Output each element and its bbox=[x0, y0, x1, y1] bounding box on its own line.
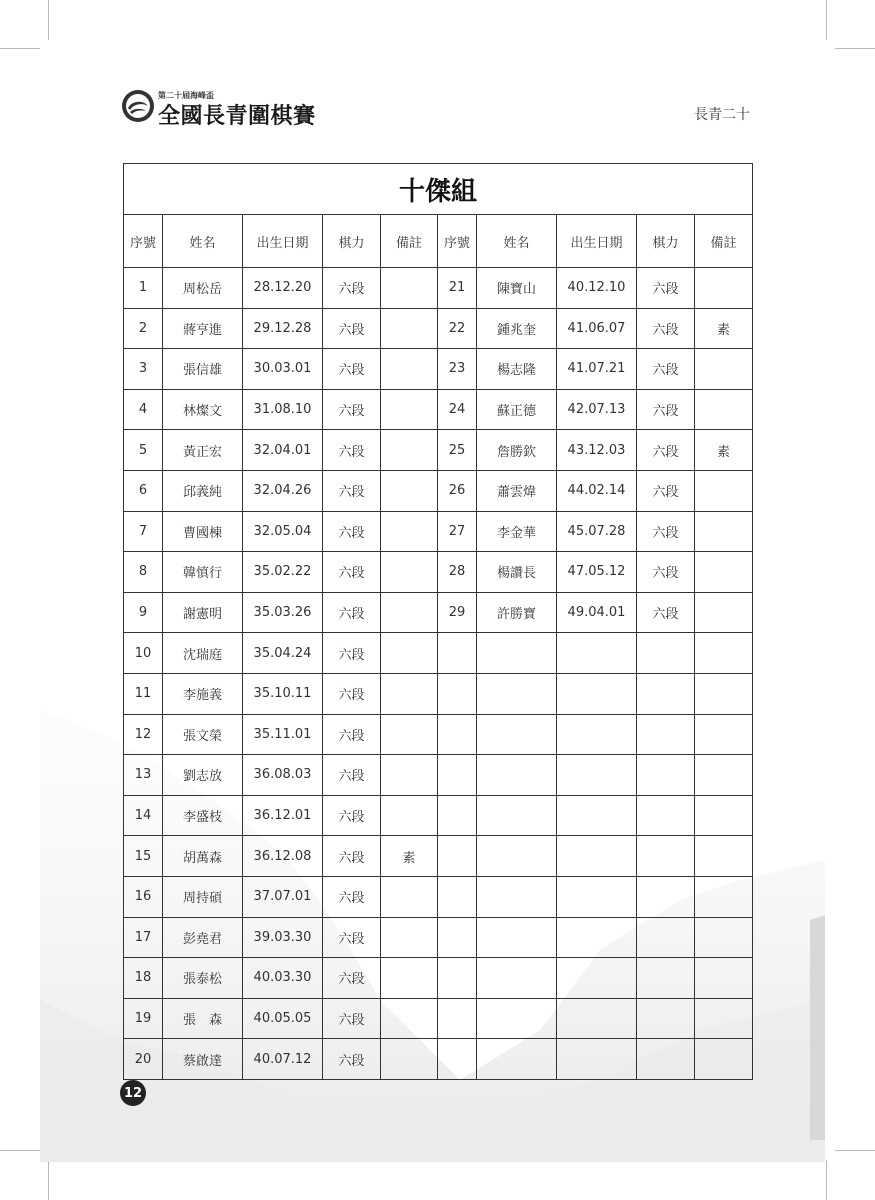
cell-rank-2 bbox=[637, 836, 695, 877]
cell-rank: 六段 bbox=[323, 1039, 381, 1080]
cell-note bbox=[381, 430, 438, 471]
cell-birth-2: 41.06.07 bbox=[557, 308, 637, 349]
cell-birth-2 bbox=[557, 876, 637, 917]
cell-name-2 bbox=[477, 998, 557, 1039]
cell-birth-2 bbox=[557, 795, 637, 836]
cell-note-2: 素 bbox=[695, 430, 753, 471]
table-row bbox=[124, 592, 753, 633]
cell-note-2 bbox=[695, 836, 753, 877]
cell-birth: 35.02.22 bbox=[243, 552, 323, 593]
cell-name: 張泰松 bbox=[163, 958, 243, 999]
cell-name: 黃正宏 bbox=[163, 430, 243, 471]
cell-no-2: 26 bbox=[438, 470, 477, 511]
cell-note-2 bbox=[695, 958, 753, 999]
table-row bbox=[124, 836, 753, 877]
cell-rank-2 bbox=[637, 1039, 695, 1080]
cell-name-2 bbox=[477, 917, 557, 958]
cell-name: 彭堯君 bbox=[163, 917, 243, 958]
cell-no-2: 22 bbox=[438, 308, 477, 349]
cell-birth-2 bbox=[557, 917, 637, 958]
tournament-logo-icon bbox=[120, 88, 156, 124]
cell-rank: 六段 bbox=[323, 430, 381, 471]
table-row bbox=[124, 633, 753, 674]
table-row bbox=[124, 552, 753, 593]
cell-birth: 35.04.24 bbox=[243, 633, 323, 674]
roster-table bbox=[123, 163, 753, 1080]
table-row bbox=[124, 917, 753, 958]
cell-no: 2 bbox=[124, 308, 163, 349]
roster-body bbox=[124, 164, 753, 1080]
table-row bbox=[124, 389, 753, 430]
cell-name-2: 陳寶山 bbox=[477, 268, 557, 309]
table-row bbox=[124, 430, 753, 471]
cell-note-2 bbox=[695, 1039, 753, 1080]
cell-rank-2 bbox=[637, 958, 695, 999]
cell-name-2 bbox=[477, 673, 557, 714]
cell-name-2 bbox=[477, 876, 557, 917]
cell-no-2 bbox=[438, 673, 477, 714]
cell-rank-2 bbox=[637, 917, 695, 958]
cell-rank-2 bbox=[637, 876, 695, 917]
cell-birth: 39.03.30 bbox=[243, 917, 323, 958]
col-header-name: 姓名 bbox=[163, 215, 243, 268]
cell-rank: 六段 bbox=[323, 511, 381, 552]
cell-no: 1 bbox=[124, 268, 163, 309]
cell-rank: 六段 bbox=[323, 349, 381, 390]
table-title: 十傑組 bbox=[124, 164, 753, 215]
cell-rank-2 bbox=[637, 795, 695, 836]
cell-rank: 六段 bbox=[323, 389, 381, 430]
cell-birth: 30.03.01 bbox=[243, 349, 323, 390]
cell-birth-2 bbox=[557, 755, 637, 796]
cell-birth-2: 49.04.01 bbox=[557, 592, 637, 633]
cell-birth: 40.07.12 bbox=[243, 1039, 323, 1080]
cell-name: 張文榮 bbox=[163, 714, 243, 755]
cell-no: 8 bbox=[124, 552, 163, 593]
cell-name-2: 蘇正德 bbox=[477, 389, 557, 430]
table-title-row bbox=[124, 164, 753, 215]
cell-rank-2: 六段 bbox=[637, 268, 695, 309]
cell-birth-2 bbox=[557, 998, 637, 1039]
cell-no: 16 bbox=[124, 876, 163, 917]
cell-no: 12 bbox=[124, 714, 163, 755]
cell-no-2: 29 bbox=[438, 592, 477, 633]
cell-rank: 六段 bbox=[323, 917, 381, 958]
cell-rank: 六段 bbox=[323, 714, 381, 755]
cell-rank: 六段 bbox=[323, 673, 381, 714]
cell-name: 沈瑞庭 bbox=[163, 633, 243, 674]
table-row bbox=[124, 268, 753, 309]
cell-name: 張 森 bbox=[163, 998, 243, 1039]
cell-birth-2 bbox=[557, 673, 637, 714]
table-header-row bbox=[124, 215, 753, 268]
cell-no-2 bbox=[438, 755, 477, 796]
cell-rank: 六段 bbox=[323, 268, 381, 309]
cell-birth-2 bbox=[557, 1039, 637, 1080]
cell-rank: 六段 bbox=[323, 308, 381, 349]
cell-birth: 37.07.01 bbox=[243, 876, 323, 917]
cell-note bbox=[381, 511, 438, 552]
cell-note-2 bbox=[695, 592, 753, 633]
cell-birth: 36.12.08 bbox=[243, 836, 323, 877]
cell-note-2 bbox=[695, 998, 753, 1039]
cell-rank: 六段 bbox=[323, 552, 381, 593]
cell-no-2 bbox=[438, 958, 477, 999]
cell-birth-2: 43.12.03 bbox=[557, 430, 637, 471]
cell-birth: 40.05.05 bbox=[243, 998, 323, 1039]
cell-birth-2 bbox=[557, 714, 637, 755]
cell-note-2 bbox=[695, 552, 753, 593]
cell-no: 18 bbox=[124, 958, 163, 999]
cell-birth: 28.12.20 bbox=[243, 268, 323, 309]
cell-birth: 31.08.10 bbox=[243, 389, 323, 430]
cell-no-2 bbox=[438, 795, 477, 836]
cell-birth-2: 47.05.12 bbox=[557, 552, 637, 593]
cell-note-2 bbox=[695, 470, 753, 511]
cell-no: 19 bbox=[124, 998, 163, 1039]
cell-rank: 六段 bbox=[323, 836, 381, 877]
cell-birth-2: 44.02.14 bbox=[557, 470, 637, 511]
cell-name: 李施義 bbox=[163, 673, 243, 714]
cell-note-2 bbox=[695, 714, 753, 755]
col-header-note-2: 備註 bbox=[695, 215, 753, 268]
cell-name: 蔣亨進 bbox=[163, 308, 243, 349]
cell-note-2 bbox=[695, 673, 753, 714]
col-header-rank: 棋力 bbox=[323, 215, 381, 268]
table-row bbox=[124, 673, 753, 714]
cell-rank-2: 六段 bbox=[637, 552, 695, 593]
col-header-no-2: 序號 bbox=[438, 215, 477, 268]
table-row bbox=[124, 511, 753, 552]
cell-birth-2 bbox=[557, 836, 637, 877]
table-row bbox=[124, 349, 753, 390]
cell-birth: 29.12.28 bbox=[243, 308, 323, 349]
col-header-no: 序號 bbox=[124, 215, 163, 268]
cell-birth-2 bbox=[557, 633, 637, 674]
section-label: 長青二十 bbox=[694, 107, 750, 123]
cell-rank-2 bbox=[637, 714, 695, 755]
cell-rank: 六段 bbox=[323, 998, 381, 1039]
cell-name-2 bbox=[477, 795, 557, 836]
cell-name: 劉志放 bbox=[163, 755, 243, 796]
crop-mark-top-right-h bbox=[835, 48, 875, 49]
table-row bbox=[124, 876, 753, 917]
col-header-rank-2: 棋力 bbox=[637, 215, 695, 268]
cell-name-2: 蕭雲煒 bbox=[477, 470, 557, 511]
col-header-birth: 出生日期 bbox=[243, 215, 323, 268]
cell-no: 15 bbox=[124, 836, 163, 877]
cell-note bbox=[381, 1039, 438, 1080]
cell-name: 胡萬森 bbox=[163, 836, 243, 877]
cell-name-2: 楊讚長 bbox=[477, 552, 557, 593]
cell-name-2: 許勝寶 bbox=[477, 592, 557, 633]
cell-birth: 32.05.04 bbox=[243, 511, 323, 552]
cell-rank-2: 六段 bbox=[637, 430, 695, 471]
cell-note-2 bbox=[695, 755, 753, 796]
cell-birth: 35.03.26 bbox=[243, 592, 323, 633]
col-header-note: 備註 bbox=[381, 215, 438, 268]
cell-rank-2: 六段 bbox=[637, 349, 695, 390]
cell-rank: 六段 bbox=[323, 958, 381, 999]
cell-no-2: 27 bbox=[438, 511, 477, 552]
cell-birth: 35.11.01 bbox=[243, 714, 323, 755]
cell-no-2 bbox=[438, 876, 477, 917]
cell-birth: 36.12.01 bbox=[243, 795, 323, 836]
cell-note bbox=[381, 470, 438, 511]
cell-birth: 40.03.30 bbox=[243, 958, 323, 999]
table-row bbox=[124, 795, 753, 836]
cell-name: 張信雄 bbox=[163, 349, 243, 390]
cell-name-2 bbox=[477, 958, 557, 999]
cell-no-2 bbox=[438, 998, 477, 1039]
cell-no-2: 28 bbox=[438, 552, 477, 593]
cell-no: 6 bbox=[124, 470, 163, 511]
cell-rank-2: 六段 bbox=[637, 592, 695, 633]
table-row bbox=[124, 1039, 753, 1080]
table-row bbox=[124, 755, 753, 796]
cell-no-2: 24 bbox=[438, 389, 477, 430]
cell-rank: 六段 bbox=[323, 633, 381, 674]
cell-note bbox=[381, 917, 438, 958]
cell-no: 17 bbox=[124, 917, 163, 958]
cell-name-2: 詹勝欽 bbox=[477, 430, 557, 471]
cell-name-2 bbox=[477, 836, 557, 877]
cell-no-2: 25 bbox=[438, 430, 477, 471]
cell-note bbox=[381, 714, 438, 755]
cell-birth-2: 45.07.28 bbox=[557, 511, 637, 552]
cell-name: 林燦文 bbox=[163, 389, 243, 430]
table-row bbox=[124, 714, 753, 755]
cell-note bbox=[381, 592, 438, 633]
cell-note bbox=[381, 389, 438, 430]
cell-no-2 bbox=[438, 1039, 477, 1080]
cell-note-2: 素 bbox=[695, 308, 753, 349]
cell-rank-2 bbox=[637, 755, 695, 796]
cell-birth-2 bbox=[557, 958, 637, 999]
cell-note-2 bbox=[695, 633, 753, 674]
cell-note bbox=[381, 876, 438, 917]
cell-no: 13 bbox=[124, 755, 163, 796]
crop-mark-bottom-right-v bbox=[826, 1160, 827, 1200]
cell-note-2 bbox=[695, 917, 753, 958]
cell-rank-2 bbox=[637, 673, 695, 714]
cell-note-2 bbox=[695, 876, 753, 917]
cell-note bbox=[381, 349, 438, 390]
cell-no-2 bbox=[438, 836, 477, 877]
cell-note bbox=[381, 673, 438, 714]
cell-note bbox=[381, 552, 438, 593]
cell-name-2: 楊志隆 bbox=[477, 349, 557, 390]
cell-no: 7 bbox=[124, 511, 163, 552]
cell-birth: 36.08.03 bbox=[243, 755, 323, 796]
crop-mark-top-left-h bbox=[0, 48, 40, 49]
cell-birth-2: 42.07.13 bbox=[557, 389, 637, 430]
cell-name-2 bbox=[477, 714, 557, 755]
cell-no-2 bbox=[438, 714, 477, 755]
cell-name: 邱義純 bbox=[163, 470, 243, 511]
cell-name: 謝憲明 bbox=[163, 592, 243, 633]
cell-no: 20 bbox=[124, 1039, 163, 1080]
tournament-title: 全國長青圍棋賽 bbox=[158, 104, 316, 129]
cell-name: 周持碩 bbox=[163, 876, 243, 917]
cell-rank-2: 六段 bbox=[637, 511, 695, 552]
cell-note bbox=[381, 268, 438, 309]
crop-mark-top-left-v bbox=[48, 0, 49, 40]
cell-note-2 bbox=[695, 389, 753, 430]
cell-no: 14 bbox=[124, 795, 163, 836]
cell-rank-2 bbox=[637, 998, 695, 1039]
cell-no: 5 bbox=[124, 430, 163, 471]
cell-rank: 六段 bbox=[323, 470, 381, 511]
cell-note-2 bbox=[695, 511, 753, 552]
cell-note-2 bbox=[695, 349, 753, 390]
cell-birth: 32.04.26 bbox=[243, 470, 323, 511]
cell-no: 3 bbox=[124, 349, 163, 390]
cell-rank-2: 六段 bbox=[637, 470, 695, 511]
cell-name-2: 鍾兆奎 bbox=[477, 308, 557, 349]
cell-birth: 32.04.01 bbox=[243, 430, 323, 471]
table-row bbox=[124, 470, 753, 511]
cell-note-2 bbox=[695, 795, 753, 836]
cell-name-2: 李金華 bbox=[477, 511, 557, 552]
table-row bbox=[124, 958, 753, 999]
cell-no-2: 23 bbox=[438, 349, 477, 390]
page-number-badge: 12 bbox=[120, 1080, 146, 1106]
cell-name-2 bbox=[477, 633, 557, 674]
cell-rank: 六段 bbox=[323, 876, 381, 917]
cell-no-2 bbox=[438, 917, 477, 958]
cell-no: 9 bbox=[124, 592, 163, 633]
cell-rank: 六段 bbox=[323, 592, 381, 633]
cell-note bbox=[381, 633, 438, 674]
cell-no: 11 bbox=[124, 673, 163, 714]
crop-mark-top-right-v bbox=[826, 0, 827, 40]
col-header-name-2: 姓名 bbox=[477, 215, 557, 268]
cell-name: 蔡啟達 bbox=[163, 1039, 243, 1080]
cell-no-2 bbox=[438, 633, 477, 674]
cell-name-2 bbox=[477, 755, 557, 796]
col-header-birth-2: 出生日期 bbox=[557, 215, 637, 268]
cell-note bbox=[381, 998, 438, 1039]
cell-name: 韓慎行 bbox=[163, 552, 243, 593]
cell-name: 曹國棟 bbox=[163, 511, 243, 552]
cell-note: 素 bbox=[381, 836, 438, 877]
table-row bbox=[124, 998, 753, 1039]
cell-name-2 bbox=[477, 1039, 557, 1080]
cell-birth-2: 40.12.10 bbox=[557, 268, 637, 309]
table-row bbox=[124, 308, 753, 349]
cell-rank-2 bbox=[637, 633, 695, 674]
cell-no: 10 bbox=[124, 633, 163, 674]
tournament-edition: 第二十屆海峰盃 bbox=[158, 91, 214, 100]
cell-no: 4 bbox=[124, 389, 163, 430]
cell-birth: 35.10.11 bbox=[243, 673, 323, 714]
cell-note bbox=[381, 795, 438, 836]
cell-note bbox=[381, 308, 438, 349]
cell-birth-2: 41.07.21 bbox=[557, 349, 637, 390]
cell-rank-2: 六段 bbox=[637, 308, 695, 349]
cell-note-2 bbox=[695, 268, 753, 309]
cell-no-2: 21 bbox=[438, 268, 477, 309]
crop-mark-bottom-right-h bbox=[835, 1150, 875, 1151]
cell-name: 周松岳 bbox=[163, 268, 243, 309]
cell-note bbox=[381, 755, 438, 796]
cell-rank-2: 六段 bbox=[637, 389, 695, 430]
crop-mark-bottom-left-v bbox=[48, 1160, 49, 1200]
cell-rank: 六段 bbox=[323, 755, 381, 796]
cell-rank: 六段 bbox=[323, 795, 381, 836]
cell-note bbox=[381, 958, 438, 999]
crop-mark-bottom-left-h bbox=[0, 1150, 40, 1151]
cell-name: 李盛枝 bbox=[163, 795, 243, 836]
